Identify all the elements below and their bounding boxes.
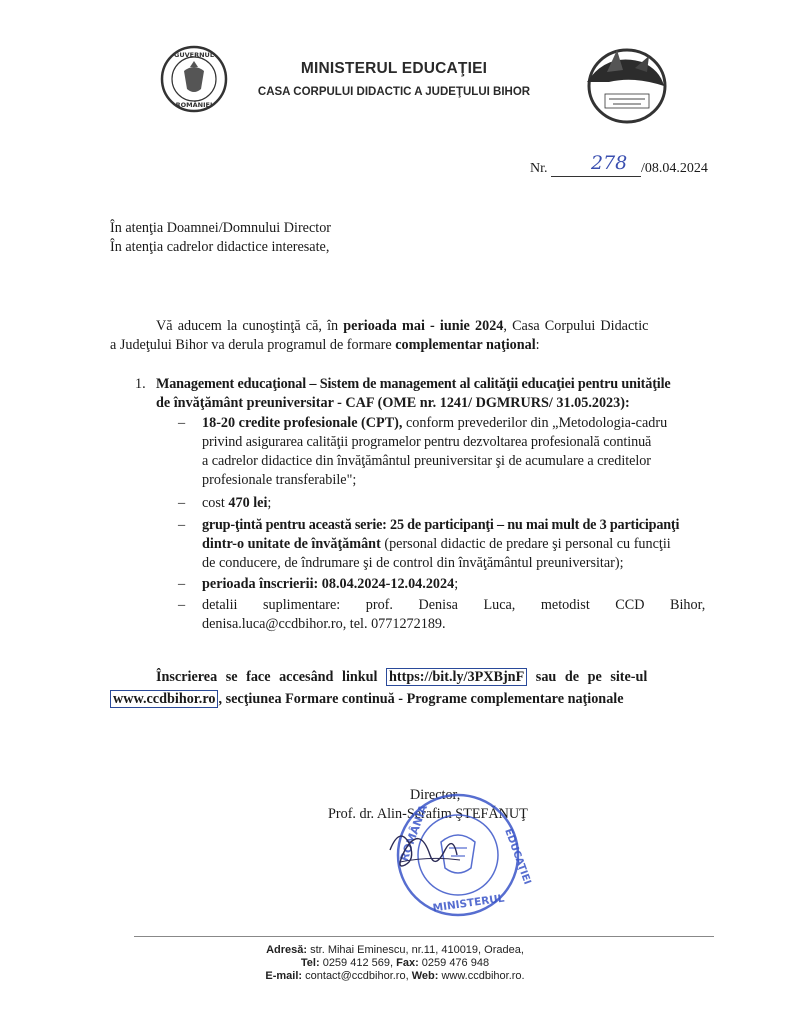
bullet-dash: – xyxy=(178,415,186,431)
period-line: perioada înscrierii: 08.04.2024-12.04.2024; xyxy=(202,576,459,592)
bullet-dash: – xyxy=(178,495,186,511)
svg-text:MINISTERUL: MINISTERUL xyxy=(431,892,506,915)
ccd-logo-icon xyxy=(577,42,673,126)
address-line-2: În atenţia cadrelor didactice interesate, xyxy=(110,239,330,255)
svg-text:EDUCAŢIEI: EDUCAŢIEI xyxy=(502,827,533,887)
bitly-link[interactable]: https://bit.ly/3PXBjnF xyxy=(386,668,527,686)
footer-contact: E-mail: contact@ccdbihor.ro, Web: www.ccdbihor.ro. xyxy=(265,970,525,982)
credits-line-3: a cadrelor didactice din învăţământul preuniversitar şi de acumulare a creditelor xyxy=(202,453,651,469)
handwritten-signature xyxy=(380,820,480,880)
ministry-title: MINISTERUL EDUCAŢIEI xyxy=(300,60,488,77)
institution-title: CASA CORPULUI DIDACTIC A JUDEŢULUI BIHOR xyxy=(257,86,531,98)
group-line-1: grup-ţintă pentru această serie: 25 de participanţi – nu mai mult de 3 participanţi xyxy=(202,517,680,533)
bullet-dash: – xyxy=(178,597,186,613)
website-link[interactable]: www.ccdbihor.ro xyxy=(110,690,218,708)
document-date: /08.04.2024 xyxy=(641,161,708,176)
registration-line-2: www.ccdbihor.ro , secţiunea Formare continuă - Programe complementare naţionale xyxy=(110,690,624,709)
handwritten-number: 278 xyxy=(591,152,628,174)
bullet-dash: – xyxy=(178,517,186,533)
item-title-line-2: de învăţământ preuniversitar - CAF (OME nr. 1241/ DGMRURS/ 31.05.2023): xyxy=(156,395,630,411)
credits-line-1: 18-20 credite profesionale (CPT), conform prevederilor din „Metodologia-cadru xyxy=(202,415,668,431)
details-line-1: detalii suplimentare: prof. Denisa Luca, metodist CCD Bihor, xyxy=(202,597,706,613)
number-prefix: Nr. xyxy=(530,161,548,176)
svg-text:ROMÂNIA: ROMÂNIA xyxy=(397,803,431,864)
number-blank xyxy=(551,152,641,177)
footer-address: Adresă: str. Mihai Eminescu, nr.11, 410019, Oradea, xyxy=(266,944,524,956)
group-line-3: de conducere, de îndrumare şi de control din învăţământul preuniversitar); xyxy=(202,555,624,571)
intro-line-1: Vă aducem la cunoştinţă că, în perioada mai - iunie 2024, Casa Corpului Didactic xyxy=(156,318,649,334)
document-number xyxy=(530,152,708,177)
bullet-dash: – xyxy=(178,576,186,592)
footer-phone: Tel: 0259 412 569, Fax: 0259 476 948 xyxy=(300,957,490,969)
footer-divider xyxy=(134,936,714,937)
details-line-2: denisa.luca@ccdbihor.ro, tel. 0771272189. xyxy=(202,616,446,632)
director-role: Director, xyxy=(410,787,461,803)
item-number: 1. xyxy=(135,376,146,392)
director-name: Prof. dr. Alin-Serafim ŞTEFĂNUŢ xyxy=(328,806,528,822)
credits-line-2: privind asigurarea calităţii programelor pentru dezvoltarea profesională continuă xyxy=(202,434,652,450)
registration-line-1: Înscrierea se face accesând linkul https://bit.ly/3PXBjnF sau de pe site-ul xyxy=(156,669,648,685)
item-title-line-1: Management educaţional – Sistem de management al calităţii educaţiei pentru unităţile xyxy=(156,376,671,392)
intro-line-2: a Judeţului Bihor va derula programul de formare complementar naţional: xyxy=(110,337,540,353)
group-line-2: dintr-o unitate de învăţământ (personal didactic de predare şi personal cu funcţii xyxy=(202,536,671,552)
address-line-1: În atenţia Doamnei/Domnului Director xyxy=(110,220,332,236)
government-seal-icon xyxy=(160,45,228,113)
svg-text:ROMÂNIEI: ROMÂNIEI xyxy=(175,101,213,109)
svg-text:GUVERNUL: GUVERNUL xyxy=(174,51,214,59)
credits-line-4: profesionale transferabile"; xyxy=(202,472,357,488)
cost-line: cost 470 lei; xyxy=(202,495,272,511)
